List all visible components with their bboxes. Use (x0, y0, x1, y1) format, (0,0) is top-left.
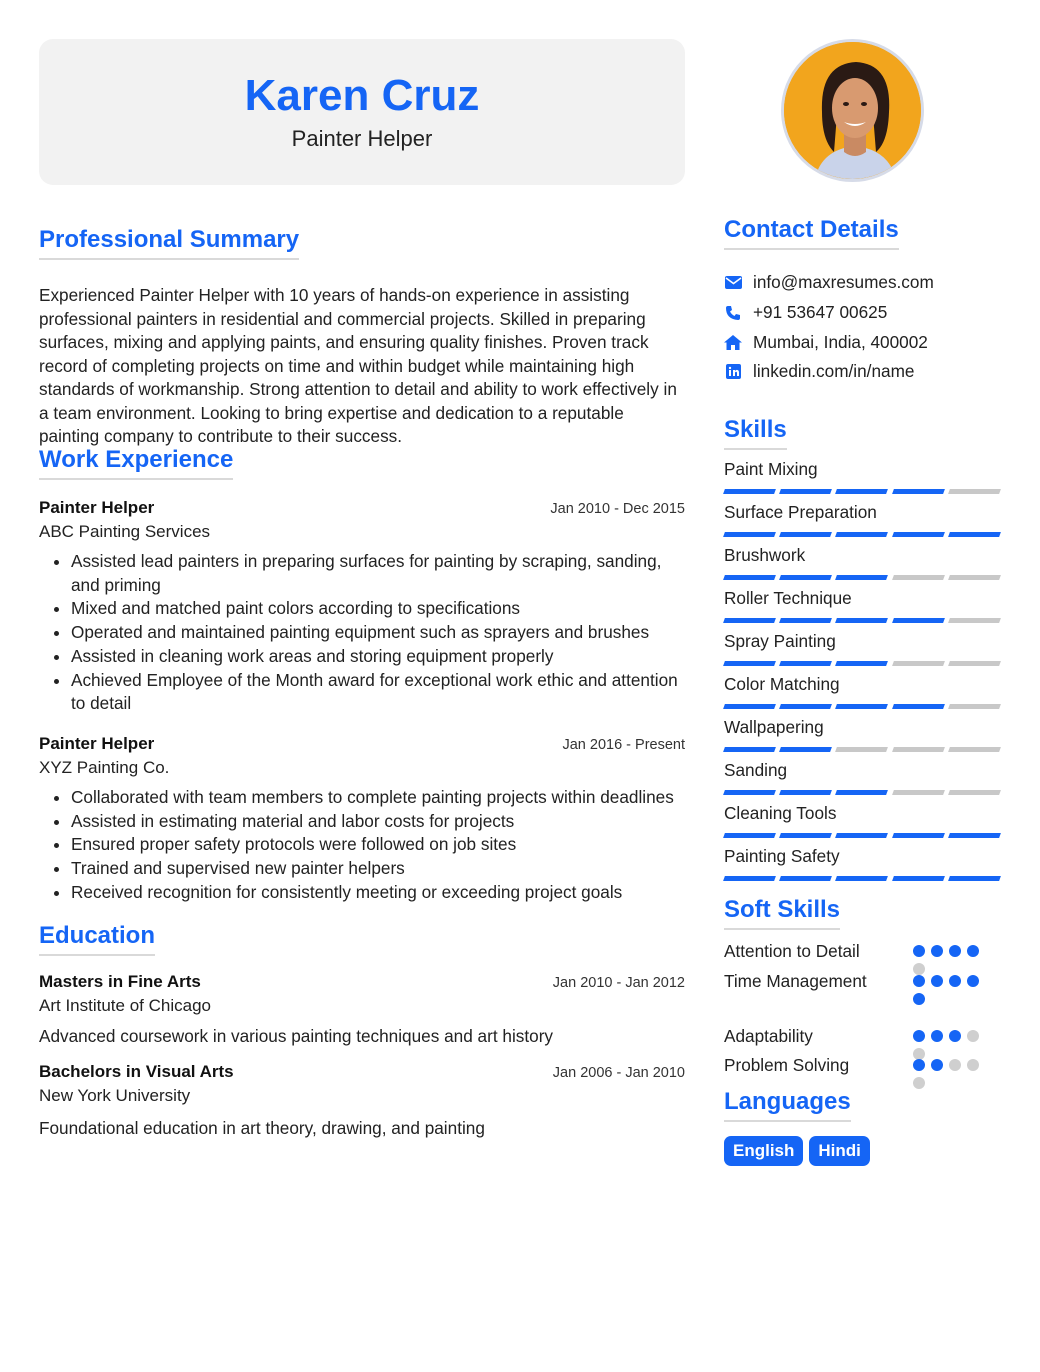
skill-name: Color Matching (724, 674, 840, 694)
rating-dot (931, 945, 943, 957)
rating-dot (913, 1059, 925, 1071)
education-dates: Jan 2006 - Jan 2010 (552, 1065, 685, 1081)
skill-level-segment (835, 489, 888, 494)
language-badge: Hindi (809, 1136, 870, 1166)
skill-level-segment (723, 876, 776, 881)
rating-dot (949, 975, 961, 987)
job-entry (39, 732, 685, 905)
skill-level-segment (948, 618, 1001, 623)
skill-item (724, 673, 1000, 709)
skill-level-segment (948, 833, 1001, 838)
job-company: ABC Painting Services (39, 522, 211, 541)
education-heading: Education (39, 922, 155, 956)
skill-level-segment (779, 489, 832, 494)
languages-section (724, 1088, 1000, 1166)
skill-name: Sanding (724, 760, 788, 780)
skill-item (724, 802, 1000, 838)
soft-skill-name: Adaptability (724, 1026, 813, 1046)
skill-level-segment (948, 704, 1001, 709)
rating-dot (949, 1059, 961, 1071)
school-name: New York University (39, 1086, 191, 1105)
skill-level-bar (724, 575, 1000, 580)
education-dates: Jan 2010 - Jan 2012 (552, 975, 685, 991)
skill-level-segment (835, 876, 888, 881)
degree-title: Bachelors in Visual Arts (39, 1062, 234, 1081)
skill-level-segment (779, 618, 832, 623)
skill-level-segment (723, 489, 776, 494)
contact-phone[interactable] (724, 298, 1000, 328)
job-company: XYZ Painting Co. (39, 757, 170, 777)
bullet-item: • Assisted in cleaning work areas and storing equipment properly (71, 645, 685, 669)
phone-icon (724, 304, 742, 322)
header-card (39, 39, 685, 185)
rating-dot (913, 1030, 925, 1042)
candidate-name: Karen Cruz (244, 71, 480, 120)
envelope-icon (724, 274, 742, 292)
bullet-item: • Mixed and matched paint colors according to specifications (71, 597, 685, 621)
skill-level-segment (948, 532, 1001, 537)
skill-level-segment (723, 704, 776, 709)
linkedin-text: linkedin.com/in/name (753, 361, 915, 382)
soft-skills-list (724, 940, 1000, 1084)
education-section (39, 922, 685, 1140)
profile-photo (781, 39, 924, 182)
bullet-item: • Trained and supervised new painter helpers (71, 857, 685, 881)
skill-level-segment (723, 661, 776, 666)
rating-dot (913, 993, 925, 1005)
skills-heading: Skills (724, 416, 787, 450)
job-title: Painter Helper (39, 498, 155, 517)
education-entry (39, 970, 685, 1048)
address-text: Mumbai, India, 400002 (753, 331, 928, 352)
experience-section (39, 446, 685, 904)
job-bullets (39, 786, 685, 905)
soft-skill-item (724, 1054, 1000, 1084)
skill-level-segment (835, 661, 888, 666)
soft-skills-heading: Soft Skills (724, 896, 840, 930)
skill-level-segment (948, 747, 1001, 752)
skill-level-segment (948, 575, 1001, 580)
summary-section (39, 226, 685, 449)
skill-level-segment (723, 532, 776, 537)
job-title: Painter Helper (39, 733, 155, 753)
soft-skill-rating (913, 1059, 993, 1089)
skill-level-segment (892, 876, 945, 881)
rating-dot (949, 1030, 961, 1042)
job-entry (39, 496, 685, 716)
job-dates: Jan 2010 - Dec 2015 (550, 501, 685, 517)
summary-heading: Professional Summary (39, 226, 299, 260)
bullet-item: • Assisted lead painters in preparing surfaces for painting by scraping, sanding, and priming (71, 550, 685, 597)
degree-title: Masters in Fine Arts (39, 972, 201, 991)
soft-skill-name: Attention to Detail (724, 941, 860, 961)
skill-level-segment (948, 790, 1001, 795)
education-entry (39, 1060, 685, 1140)
skill-level-segment (948, 489, 1001, 494)
skill-level-segment (835, 618, 888, 623)
skill-level-bar (724, 661, 1000, 666)
rating-dot (931, 1030, 943, 1042)
skill-level-segment (892, 618, 945, 623)
rating-dot (913, 975, 925, 987)
skill-level-segment (892, 532, 945, 537)
skill-item (724, 587, 1000, 623)
skill-level-bar (724, 876, 1000, 881)
phone-text: +91 53647 00625 (753, 302, 888, 323)
bullet-item: • Operated and maintained painting equipment such as sprayers and brushes (71, 621, 685, 645)
rating-dot (949, 945, 961, 957)
skill-item (724, 716, 1000, 752)
skill-item (724, 501, 1000, 537)
skill-item (724, 458, 1000, 494)
skill-level-segment (835, 704, 888, 709)
contact-address (724, 327, 1000, 357)
skill-name: Painting Safety (724, 846, 840, 866)
soft-skill-rating (913, 975, 993, 1005)
candidate-title: Painter Helper (291, 126, 433, 151)
skill-name: Spray Painting (724, 631, 836, 651)
languages-heading: Languages (724, 1088, 851, 1122)
job-dates: Jan 2016 - Present (562, 736, 685, 753)
skill-name: Paint Mixing (724, 459, 818, 479)
languages-list (724, 1136, 1000, 1166)
skill-level-segment (892, 489, 945, 494)
contact-heading: Contact Details (724, 216, 899, 250)
contact-linkedin[interactable] (724, 357, 1000, 387)
skill-level-bar (724, 618, 1000, 623)
contact-section (724, 216, 1000, 387)
contact-list (724, 268, 1000, 387)
portrait-image (784, 42, 924, 182)
skill-item (724, 630, 1000, 666)
soft-skill-item (724, 970, 1000, 1025)
skills-list (724, 458, 1000, 881)
rating-dot (913, 945, 925, 957)
skill-level-bar (724, 790, 1000, 795)
skill-level-segment (779, 833, 832, 838)
rating-dot (931, 975, 943, 987)
skill-name: Roller Technique (724, 588, 852, 608)
skill-level-segment (779, 790, 832, 795)
skill-level-segment (723, 575, 776, 580)
soft-skill-name: Problem Solving (724, 1055, 850, 1075)
skill-level-bar (724, 833, 1000, 838)
home-icon (724, 333, 742, 351)
bullet-item: • Ensured proper safety protocols were followed on job sites (71, 833, 685, 857)
soft-skill-item (724, 940, 1000, 970)
skills-section (724, 416, 1000, 881)
education-description: Advanced coursework in various painting techniques and art history (39, 1026, 554, 1046)
soft-skill-name: Time Management (724, 971, 867, 991)
skill-level-bar (724, 489, 1000, 494)
skill-level-segment (892, 790, 945, 795)
skill-name: Brushwork (724, 545, 806, 565)
skill-name: Wallpapering (724, 717, 824, 737)
skill-item (724, 544, 1000, 580)
skill-name: Surface Preparation (724, 502, 877, 522)
rating-dot (967, 975, 979, 987)
skill-level-segment (892, 704, 945, 709)
rating-dot (967, 1030, 979, 1042)
contact-email[interactable] (724, 268, 1000, 298)
summary-text: Experienced Painter Helper with 10 years of hands-on experience in assisting professional painters in residential and commercial projects. Skilled in preparing surfaces, mixing and applying paints, and ensuring quality finishes. Proven track record of completing projects on time and within budget while maintaining high standards of workmanship. Strong attention to detail and ability to work effectively in a team environment. Looking to bring expertise and dedication to a reputable painting company to contribute to their success. (39, 285, 677, 446)
skill-level-segment (835, 790, 888, 795)
skill-level-segment (779, 747, 832, 752)
skill-item (724, 759, 1000, 795)
skill-level-segment (892, 833, 945, 838)
skill-level-segment (779, 704, 832, 709)
rating-dot (967, 1059, 979, 1071)
job-bullets (39, 550, 685, 716)
skill-level-segment (779, 532, 832, 537)
rating-dot (967, 945, 979, 957)
bullet-item: • Assisted in estimating material and labor costs for projects (71, 810, 685, 834)
skill-level-bar (724, 532, 1000, 537)
skill-name: Cleaning Tools (724, 803, 837, 823)
skill-level-segment (835, 747, 888, 752)
skill-level-segment (723, 833, 776, 838)
skill-level-segment (835, 575, 888, 580)
skill-level-segment (723, 747, 776, 752)
skill-level-segment (835, 532, 888, 537)
soft-skill-item (724, 1025, 1000, 1054)
skill-level-segment (835, 833, 888, 838)
experience-heading: Work Experience (39, 446, 233, 480)
skill-level-bar (724, 747, 1000, 752)
skill-level-segment (892, 747, 945, 752)
school-name: Art Institute of Chicago (39, 996, 211, 1015)
linkedin-icon (724, 363, 742, 381)
skill-level-bar (724, 704, 1000, 709)
rating-dot (931, 1059, 943, 1071)
soft-skills-section (724, 896, 1000, 1084)
bullet-item: • Collaborated with team members to complete painting projects within deadlines (71, 786, 685, 810)
education-description: Foundational education in art theory, drawing, and painting (39, 1118, 485, 1138)
skill-level-segment (779, 575, 832, 580)
skill-level-segment (779, 661, 832, 666)
skill-level-segment (723, 790, 776, 795)
skill-item (724, 845, 1000, 881)
language-badge: English (724, 1136, 803, 1166)
skill-level-segment (723, 618, 776, 623)
bullet-item: • Achieved Employee of the Month award for exceptional work ethic and attention to detail (71, 669, 685, 716)
skill-level-segment (948, 876, 1001, 881)
email-text: info@maxresumes.com (753, 272, 934, 293)
skill-level-segment (779, 876, 832, 881)
skill-level-segment (892, 661, 945, 666)
skill-level-segment (892, 575, 945, 580)
bullet-item: • Received recognition for consistently meeting or exceeding project goals (71, 881, 685, 905)
skill-level-segment (948, 661, 1001, 666)
